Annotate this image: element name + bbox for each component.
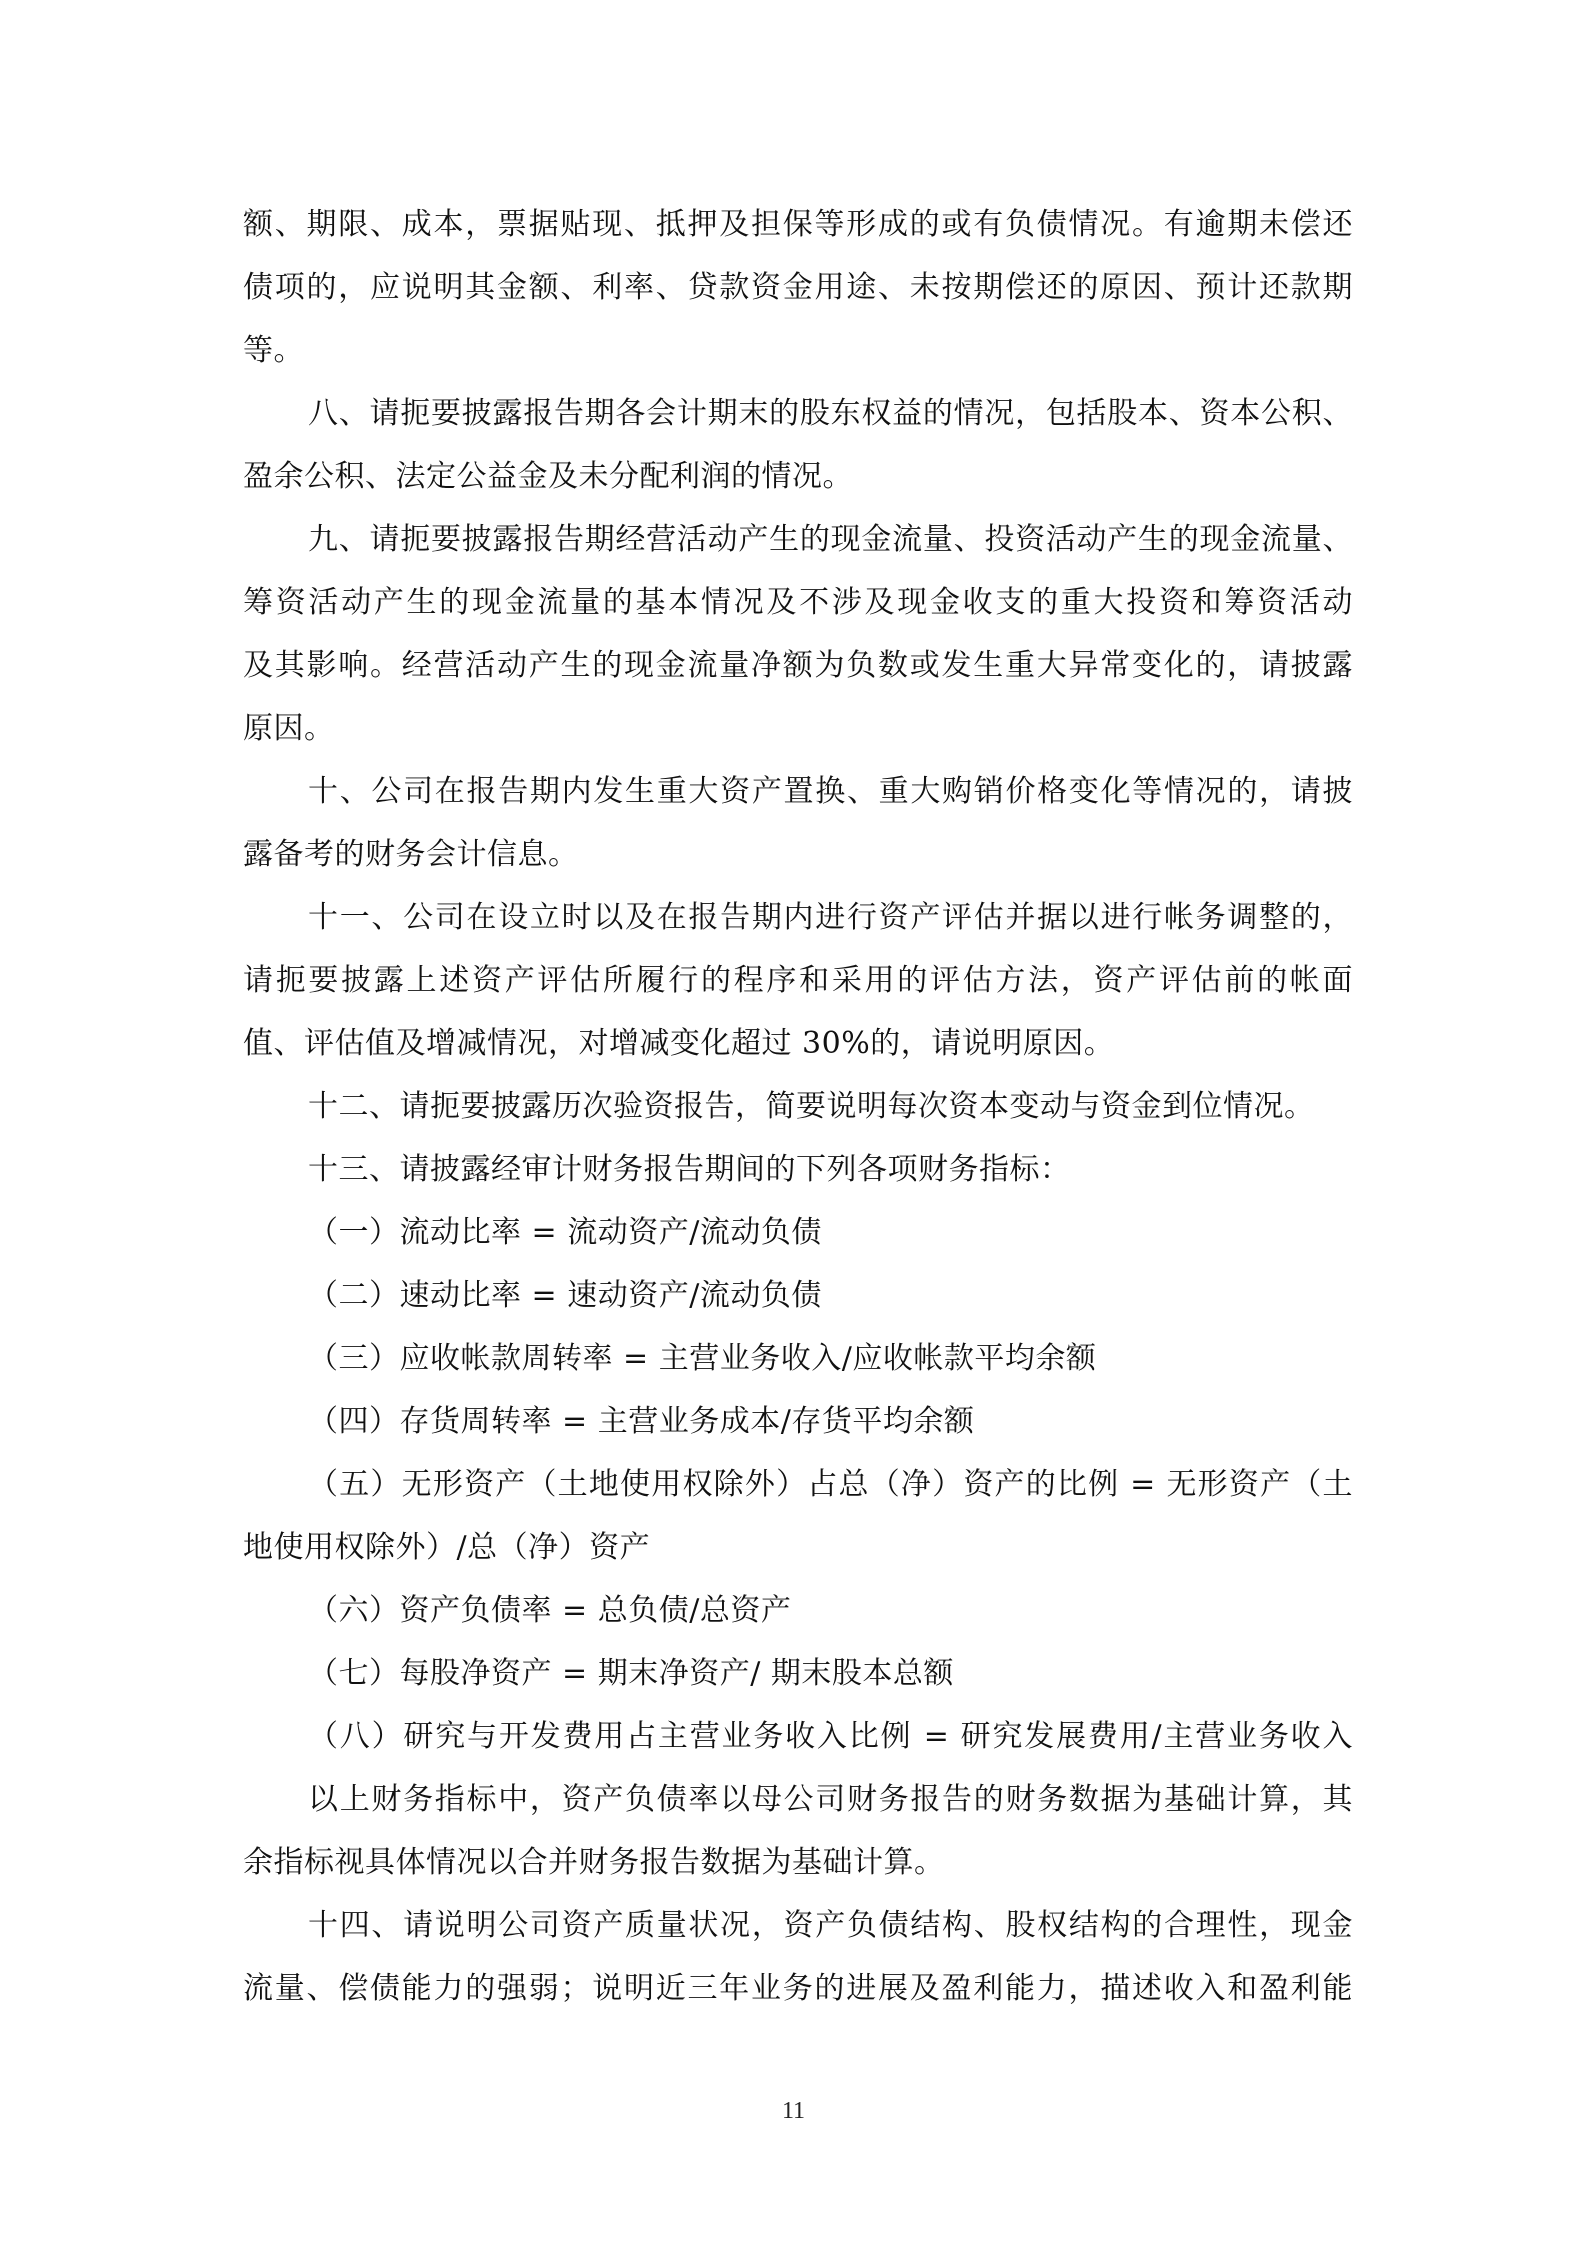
text-line: 等。 [243, 333, 304, 368]
text-line: 筹资活动产生的现金流量的基本情况及不涉及现金收支的重大投资和筹资活动 [243, 585, 1353, 620]
text-line: 露备考的财务会计信息。 [243, 837, 579, 872]
text-line: 十二、请扼要披露历次验资报告，简要说明每次资本变动与资金到位情况。 [308, 1089, 1315, 1124]
text-line: 十、公司在报告期内发生重大资产置换、重大购销价格变化等情况的，请披 [308, 774, 1353, 809]
text-line: 及其影响。经营活动产生的现金流量净额为负数或发生重大异常变化的，请披露 [243, 648, 1353, 683]
text-line: 债项的，应说明其金额、利率、贷款资金用途、未按期偿还的原因、预计还款期 [243, 270, 1353, 305]
text-line: （三）应收帐款周转率 = 主营业务收入/应收帐款平均余额 [308, 1341, 1097, 1376]
text-line: 盈余公积、法定公益金及未分配利润的情况。 [243, 459, 853, 494]
text-line: （八）研究与开发费用占主营业务收入比例 = 研究发展费用/主营业务收入 [308, 1719, 1353, 1754]
text-line: 九、请扼要披露报告期经营活动产生的现金流量、投资活动产生的现金流量、 [308, 522, 1353, 557]
text-line: （二）速动比率 = 速动资产/流动负债 [308, 1278, 822, 1313]
text-line: （七）每股净资产 = 期末净资产/ 期末股本总额 [308, 1656, 954, 1691]
text-line: 余指标视具体情况以合并财务报告数据为基础计算。 [243, 1845, 945, 1880]
text-line: （一）流动比率 = 流动资产/流动负债 [308, 1215, 822, 1250]
page-number: 11 [781, 2098, 806, 2124]
text-line: 以上财务指标中，资产负债率以母公司财务报告的财务数据为基础计算，其 [308, 1782, 1353, 1817]
text-line: 十三、请披露经审计财务报告期间的下列各项财务指标： [308, 1152, 1071, 1187]
text-line: 原因。 [243, 711, 335, 746]
body-text [243, 193, 1353, 2020]
text-line: 流量、偿债能力的强弱；说明近三年业务的进展及盈利能力，描述收入和盈利能 [243, 1971, 1353, 2006]
text-line: 十一、公司在设立时以及在报告期内进行资产评估并据以进行帐务调整的， [308, 900, 1353, 935]
text-line: 八、请扼要披露报告期各会计期末的股东权益的情况，包括股本、资本公积、 [308, 396, 1353, 431]
text-line: （四）存货周转率 = 主营业务成本/存货平均余额 [308, 1404, 975, 1439]
text-line: 值、评估值及增减情况，对增减变化超过 30%的，请说明原因。 [243, 1026, 1115, 1061]
text-line: 十四、请说明公司资产质量状况，资产负债结构、股权结构的合理性，现金 [308, 1908, 1353, 1943]
text-line: 额、期限、成本，票据贴现、抵押及担保等形成的或有负债情况。有逾期未偿还 [243, 207, 1353, 242]
text-line: （六）资产负债率 = 总负债/总资产 [308, 1593, 792, 1628]
text-line: 地使用权除外）/总（净）资产 [243, 1530, 651, 1565]
text-line: （五）无形资产（土地使用权除外）占总（净）资产的比例 = 无形资产（土 [308, 1467, 1353, 1502]
text-line: 请扼要披露上述资产评估所履行的程序和采用的评估方法，资产评估前的帐面 [243, 963, 1353, 998]
